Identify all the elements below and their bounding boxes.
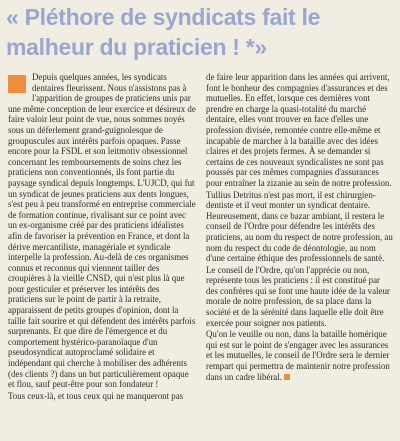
end-mark-icon	[284, 374, 290, 380]
paragraph-ordre: Le conseil de l'Ordre, qu'on l'apprécie ou non, représente tous les praticiens : il est constitué par des confrères qui se font une haute idée de la valeur morale de notre profession, de sa place dans la société et de la sérénité dans laquelle elle doit être exercée pour soigner nos patients.	[206, 264, 390, 328]
paragraph-conclusion	[206, 329, 394, 382]
paragraph-intro: Depuis quelques années, les syndicats dentaires fleurissent. Nous n'assistons pas à l'apparition de groupes de praticiens unis par une même conception de leur exercice et désireux de faire valoir leur point de vue, nous sommes noyés sous un déferlement grand-guignolesque de groupuscules aux intérêts parfois opaques. Passe encore pour la FSDL et son leitmotiv obsessionnel concernant les remboursements de soins chez les praticiens non conventionnés, ils font partie du paysage syndical depuis longtemps. L'UJCD, qui fut un syndicat de jeunes praticiens aux dents longues, s'est peu à peu transformé en entreprise commerciale de formation continue, rivalisant sur ce point avec un ex-organisme créé par des praticiens idéalistes afin de favoriser la prévention en France, et dont la dérive mercantiliste, managériale et syndicale interpelle la profession. Au-delà de ces organismes connus et reconnus qui viennent tailler des croupières à la vieille CNSD, qui n'est plus là que pour gesticuler et préserver les intérêts des praticiens sur le point de partir à la retraite, apparaissent de petits groupes d'opinion, dont la taille fait sourire et qui défendent des intérêts parfois surprenants. Et que dire de l'émergence et du comportement hystérico-paranoïaque d'un pseudosyndicat autoproclamé solidaire et indépendant qui cherche à mobiliser des adhérents (des clients ?) dans un but particulièrement opaque et flou, sauf peut-être pour son fondateur !	[8, 72, 196, 390]
right-column	[206, 72, 394, 383]
paragraph-assurances: de faire leur apparition dans les années qui arrivent, font le bonheur des compagnies d'assurances et des mutuelles. En effet, lorsque ces dernières vont prendre en charge la quasi-totalité du marché dentaire, elles vont trouver en face d'elles une profession divisée, remontée contre elle-même et incapable de marcher à la bataille avec des idées claires et des projets fermes. À se demander si certains de ces nouveaux syndicalistes ne sont pas poussés par ces mêmes compagnies d'assurances pour entraîner la zizanie au sein de notre profession.	[206, 72, 392, 188]
orange-square-ornament	[8, 75, 26, 93]
paragraph-tullius: Tullius Detritus n'est pas mort, il est chirurgien-dentiste et il veut monter un syndicat dentaire. Heureusement, dans ce bazar ambiant, il restera le conseil de l'Ordre pour défendre les intérêts des praticiens, au nom du respect de notre profession, au nom du respect du code de déontologie, au nom d'une certaine éthique des professionnels de santé.	[206, 189, 393, 264]
left-column	[8, 72, 196, 402]
paragraph-conclusion-text: Qu'on le veuille ou non, dans la bataille homérique qui est sur le point de s'engager avec les assurances et les mutuelles, le conseil de l'Ordre sera le dernier rempart qui permettra de maintenir notre profession dans un cadre libéral.	[206, 329, 390, 382]
paragraph-continuation: Tous ceux-là, et tous ceux qui ne manqueront pas	[8, 390, 184, 401]
article-title: « Pléthore de syndicats fait le malheur du praticien ! *»	[6, 4, 321, 60]
